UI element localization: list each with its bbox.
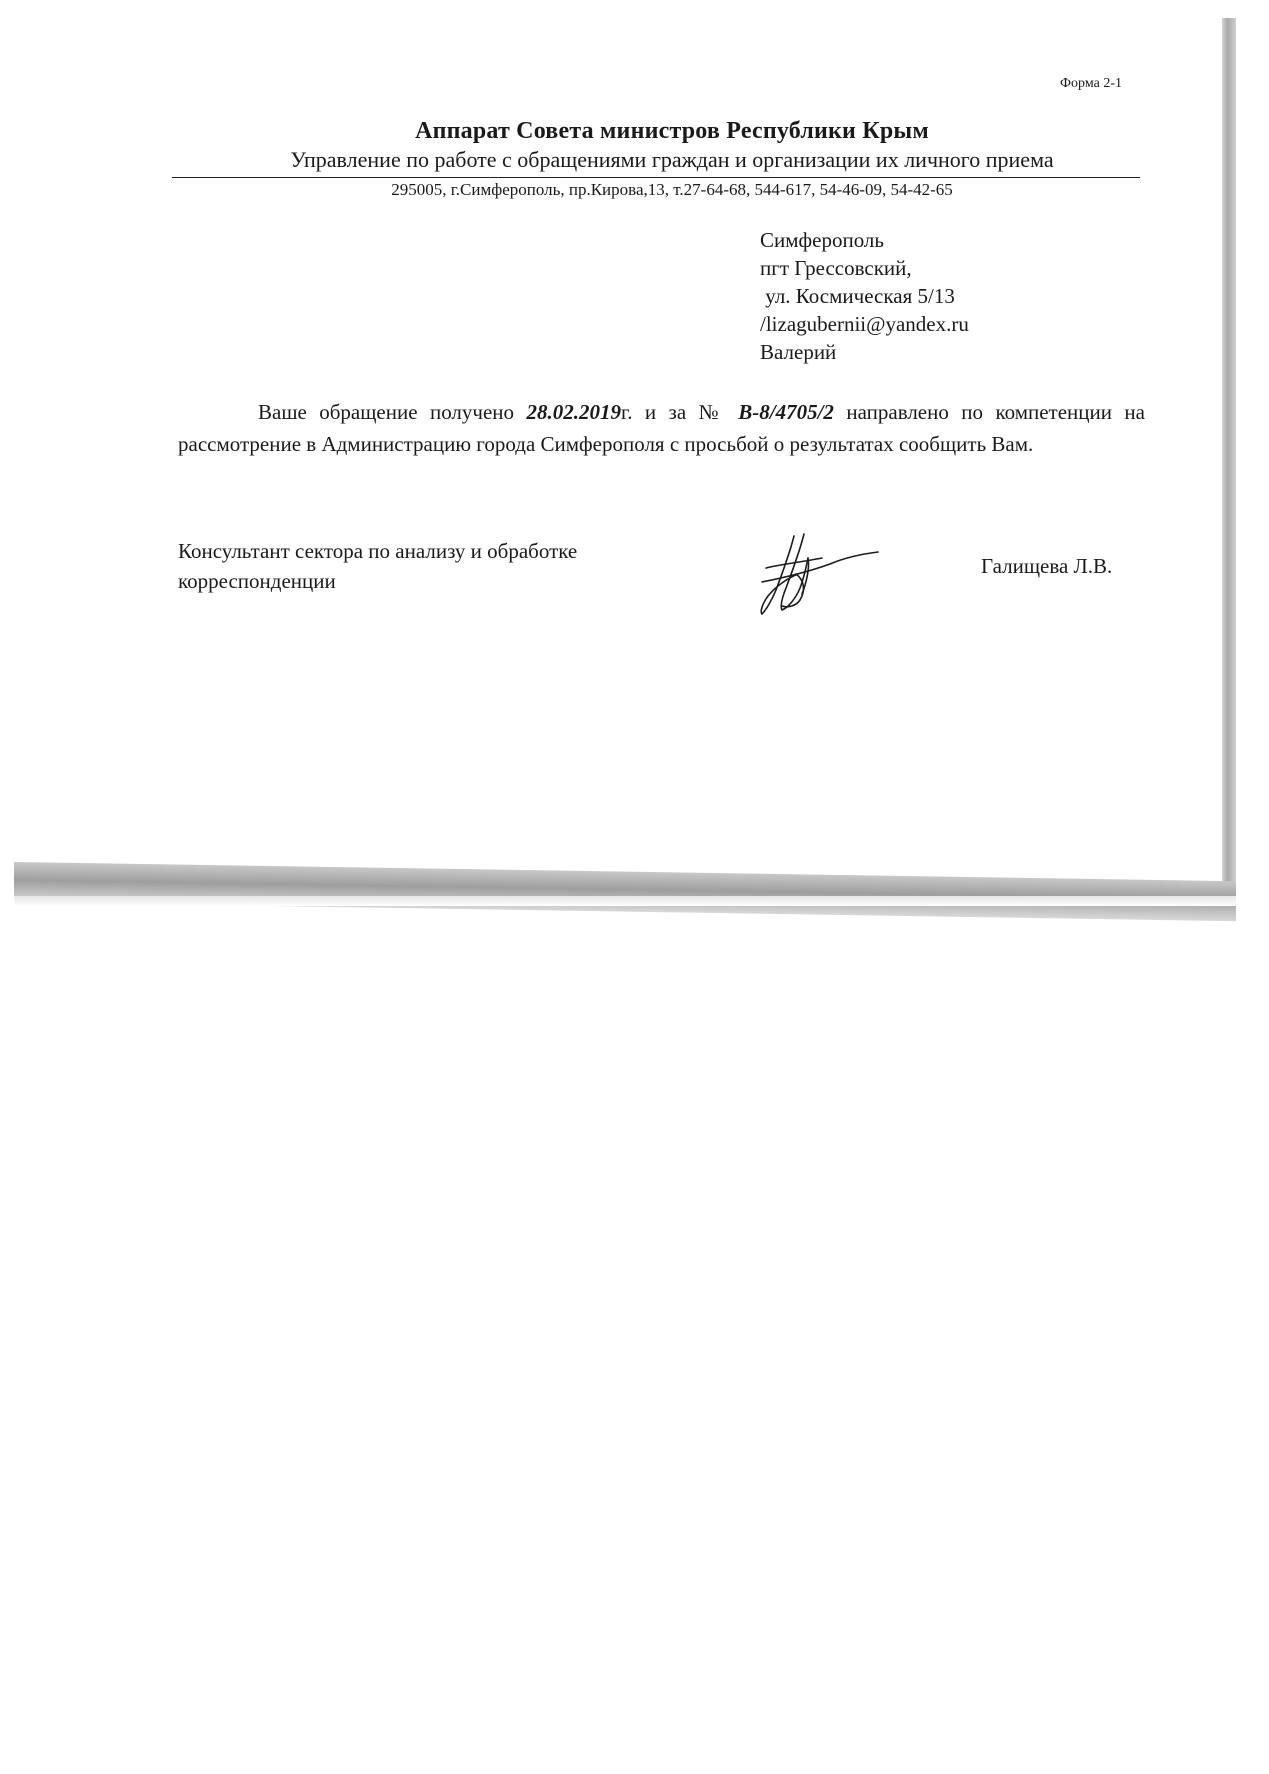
organization-title: Аппарат Совета министров Республики Крым [415,118,929,144]
recipient-name: Валерий [760,340,837,364]
scan-edge-shadow [14,896,1236,906]
department-title: Управление по работе с обращениями граждан и организации их личного приема [290,147,1054,172]
body-text-part3: направлено по компетенции на рассмотрение в Администрацию города Симферополя с просьбой о результатах сообщить Вам. [178,400,1145,456]
form-code: Форма 2-1 [1060,76,1122,91]
letter-body [178,396,1145,460]
recipient-city: Симферополь [760,228,884,252]
signer-position [178,536,678,596]
body-text-part1: Ваше обращение получено [258,400,527,424]
registration-number: В-8/4705/2 [738,400,834,424]
organization-address: 295005, г.Симферополь, пр.Кирова,13, т.27-64-68, 544-617, 54-46-09, 54-42-65 [391,180,953,199]
header-rule [172,177,1140,178]
scan-edge-right [1222,18,1236,902]
scan-edge-bottom [14,862,1236,921]
recipient-settlement: пгт Грессовский, [760,256,912,280]
signer-position-line1: Консультант сектора по анализу и обработке [178,539,578,563]
signer-name: Галищева Л.В. [981,554,1113,578]
recipient-street: ул. Космическая 5/13 [760,284,955,308]
received-date: 28.02.2019 [526,400,621,424]
body-text-part2: г. и за № [620,400,739,424]
recipient-email: /lizagubernii@yandex.ru [760,312,969,336]
handwritten-signature [752,528,882,618]
recipient-block [760,226,969,366]
signer-position-line2: корреспонденции [178,569,336,593]
